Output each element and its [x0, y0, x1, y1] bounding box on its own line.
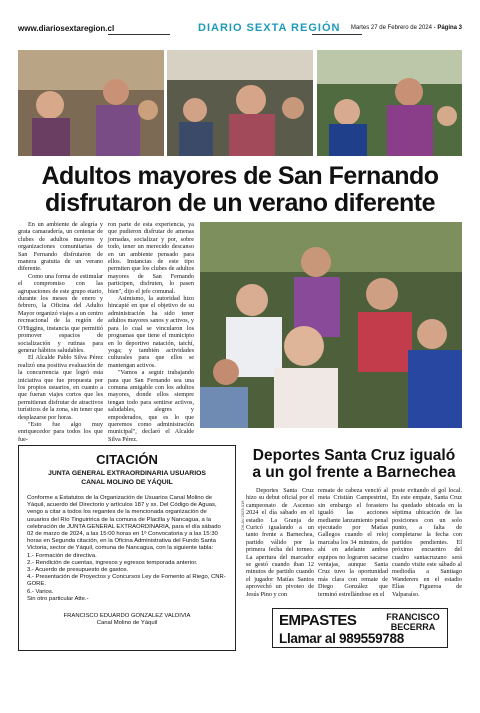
notice-subtitle-2: CANAL MOLINO DE YÁQUIL: [81, 479, 173, 486]
article-column-2: [108, 221, 194, 443]
headline-line-1: Adultos mayores de San Fernando: [41, 162, 439, 190]
paragraph: En un ambiente de alegría y grata camaradería, un centenar de clubes de adultos mayores y organizaciones comunitarias de San Fernando disfrutaron de manera gratuita de un verano diferente.: [18, 221, 103, 273]
paragraph: "Vamos a seguir trabajando para que San Fernando sea una comuna amigable con los adultos mayores, donde ellos siempre tengan todo para sentirse activos, saludables, alegres y empoderados, que es lo que queremos como administración municipal", declaró el Alcalde Silva Pérez.: [108, 369, 194, 443]
sports-headline-line-2: a un gol frente a Barnechea: [252, 464, 456, 481]
notice-signature: [27, 613, 227, 627]
photo-2: [167, 50, 313, 156]
page-number: Página 3: [437, 25, 462, 31]
sports-headline: [246, 447, 462, 481]
notice-item: Sin otro particular Atte.-: [27, 595, 89, 602]
ad-name: [381, 612, 445, 632]
notice-title: CITACIÓN: [96, 452, 158, 467]
sports-column-1: [246, 487, 314, 598]
headline-line-2: disfrutaron de un verano diferente: [44, 189, 435, 217]
paragraph: El Alcalde Pablo Silva Pérez realizó una positiva evaluación de la concurrencia que logró esta iniciativa que fue propuesta por los propios usuarios, en cuanto a que fueran viajes cortos que les permitieran disfrutar de atractivos turísticos de la zona, sin tener que desplazarse por horas.: [18, 354, 103, 421]
paragraph: poste evitando el gol local. En este empate, Santa Cruz ha quedado ubicada en la séptima ubicación de las posiciones con un solo punto, a falta de completarse la fecha con partidos pendientes. El próximo encuentro del cuadro santacruzano será cuando visite este sábado al mediodía a Santiago Wanderers en el estadio Elías Figueroa de Valparaíso.: [392, 487, 462, 598]
ad-brand: EMPASTES: [279, 612, 357, 629]
ad-name-first: FRANCISCO: [386, 612, 440, 622]
article-column-1: [18, 221, 103, 443]
photo-3: [317, 50, 462, 156]
paragraph: "Esto fue algo muy enriquecedor para todos los que fue-: [18, 420, 103, 443]
ad-name-last: BECERRA: [390, 622, 436, 632]
page-header: [18, 24, 462, 38]
notice-item: 6.- Varios.: [27, 588, 54, 595]
notice-subtitle-1: JUNTA GENERAL EXTRAORDINARIA USUARIOS: [48, 470, 206, 477]
sports-headline-line-1: Deportes Santa Cruz igualó: [252, 447, 456, 464]
paragraph: Asimismo, la autoridad hizo hincapié en que el objetivo de su administración ha sido tener adultos mayores sanos y activos, y para lo cual se vincularon los programas que tiene el municipio en lo deportivo natación, taichí, yoga; y también actividades culturales para que ellos se mantengan activos.: [108, 295, 194, 369]
sports-column-2: [318, 487, 388, 598]
signature-org: Canal Molino de Yáquil: [96, 620, 158, 627]
ad-phone[interactable]: Llamar al 989559788: [279, 631, 404, 646]
article-headline: [18, 163, 462, 217]
header-rule-left: [108, 34, 170, 35]
empastes-ad: [272, 608, 448, 648]
paragraph: remate de cabeza venció al meta Cristián Campestrini, sin embargo el forastero igualó las acciones mediante lanzamiento penal ejecutado por Matías Gallegos cuando el reloj marcaba los 34 minutos, de ahí en adelante ambos equipos no lograron sacarse ventajas, aunque Santa Cruz tuvo la oportunidad más clara con remate de Diego González que terminó estrellándose en el: [318, 487, 388, 598]
photo-1: [18, 50, 164, 156]
notice-item: 3.- Acuerdo de presupuesto de gastos.: [27, 567, 129, 574]
main-photo: [200, 222, 462, 428]
vertical-code: D6-AV-2023-016: [240, 500, 245, 530]
signature-name: FRANCISCO EDUARDO GONZALEZ VALDIVIA: [63, 613, 191, 620]
sports-column-3: [392, 487, 462, 598]
site-url[interactable]: www.diariosextaregion.cl: [18, 24, 115, 33]
citation-notice: [18, 445, 236, 651]
date-line: Martes 27 de Febrero de 2024 - Página 3: [350, 25, 462, 31]
notice-item: 4.- Presentación de Proyectos y Concursos Ley de Fomento al Riego, CNR-GORE.: [27, 574, 226, 588]
newspaper-title: DIARIO SEXTA REGIÓN: [198, 22, 341, 34]
header-rule-right: [312, 34, 362, 35]
paragraph: Deportes Santa Cruz hizo su debut oficial por el campeonato de Ascenso 2024 el día sábado en el estadio La Granja de Curicó igualando a un tanto frente a Barnechea, partido válido por la primera fecha del torneo. La apertura del marcador se gestó cuando iban 12 minutos de partido cuando el jugador Matías Santos aprovechó un pivoteo de Jesús Pino y con: [246, 487, 314, 598]
notice-item: 1.- Formación de directiva.: [27, 552, 97, 559]
notice-item: 2.- Rendición de cuentas, ingresos y egresos temporada anterior.: [27, 559, 198, 566]
paragraph: ron parte de esta experiencia, ya que pudieron disfrutar de amenas jornadas, socializar y por, sobre todo, tener un merecido descanso en un ambiente pensado para ellos. Instancias de este tipo permiten que los clubes de adultos mayores de San Fernando participen, disfruten, lo pasen bien", dijo el jefe comunal.: [108, 221, 194, 295]
notice-body: Conforme a Estatutos de la Organización de Usuarios Canal Molino de Yáquil, acuerdo del Directorio y artículos 187 y ss. Del Código de Aguas, vengo a citar a todos los regantes de la mencionada organización de usuarios del Río Tinguiririca de la comuna de Placilla y Nancagua, a la celebración de JUNTA GENERAL EXTRAORDINARIA, para el día sábado 02 de marzo de 2024, a las 15:00 horas en 1º Convocatoria y a las 15:30 horas en Segunda citación, en la Oficina Administrativa del Fundo Santa Victoria, sector de Yáquil, comuna de Nancagua, con la siguiente tabla:: [27, 495, 221, 552]
paragraph: Como una forma de estimular el compromiso con las agrupaciones de este grupo etario, durante los meses de enero y febrero, la Oficina del Adulto Mayor organizó viajes a un centro recreacional de la región de O'Higgins, instancia que permitió promover espacios de socialización y rutinas para generar hábitos saludables.: [18, 272, 103, 354]
